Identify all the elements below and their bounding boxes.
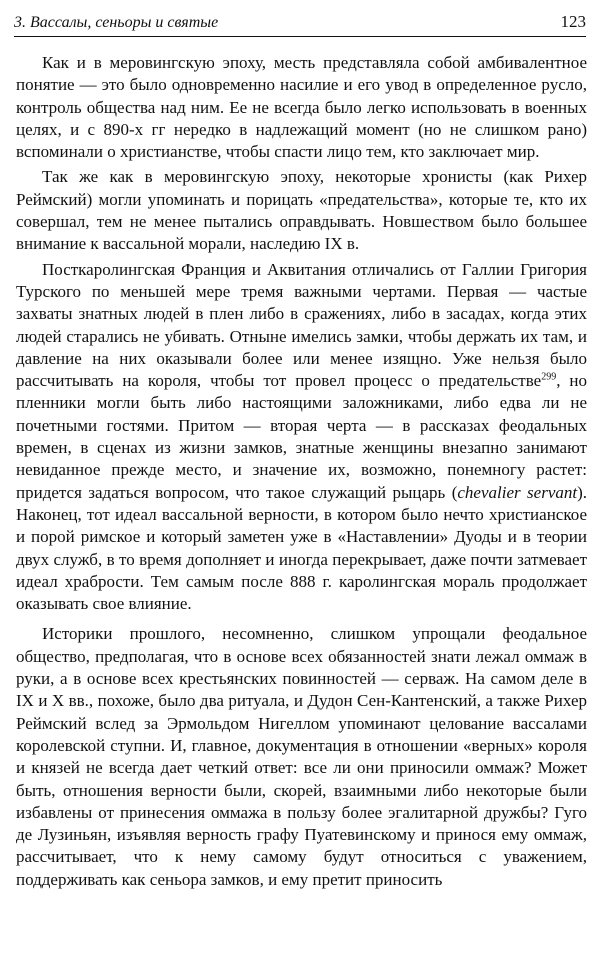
- paragraph-3-part-c: ). Наконец, тот идеал вассальной верности, в котором было нечто христианское и порой римское и который заметен уже в «Наставлении» Дуоды и в теории двух служб, в то время дополняет и иногда перекрывает, даже почти затмевает идеал храбрости. Тем самым после 888 г. каролингская мораль продолжает оказывать свое влияние.: [16, 482, 588, 614]
- paragraph-2: Так же как в меровингскую эпоху, некоторые хронисты (как Рихер Реймский) могли упоминать и порицать «предательства», которые те, кто их совершал, тем не менее пытались оправдывать. Новшеством было большее внимание к вассальной морали, наследию IX в.: [16, 167, 587, 254]
- paragraph-3-part-b: , но пленники могли быть либо настоящими заложниками, либо едва ли не почетными гостями. Притом — вторая черта — в рассказах феодальных времен, в сценах из жизни замков, знатные женщины внезапно занимают невиданное прежде место, и значение их, возможно, понемногу растет: придется задаться вопросом, что такое служащий рыцарь (: [16, 371, 587, 502]
- paragraph-3-part-a: Посткаролингская Франция и Аквитания отличались от Галлии Григория Турского по меньшей мере тремя важными чертами. Первая — частые захваты знатных людей в плен либо в сражениях, либо в засадах, когда этих людей старались не убивать. Отныне имелись замки, чтобы держать их там, и давление на них оказывали более или менее изящно. Уже нельзя было рассчитывать на короля, чтобы тот провел процесс о предательстве: [16, 259, 587, 391]
- footnote-marker: 299: [541, 371, 557, 383]
- paragraph-1: Как и в меровингскую эпоху, месть представляла собой амбивалентное понятие — это было одновременно насилие и его увод в определенное русло, контроль общества над ним. Ее не всегда было легко использовать в военных целях, и с 890-х гг нередко в надлежащий момент (но не слишком рано) вспоминали о христианстве, чтобы спасти лицо тем, кто заключает мир.: [16, 53, 587, 162]
- page-body: [16, 52, 587, 891]
- paragraph-3: [16, 259, 587, 616]
- italic-term: chevalier servant: [457, 482, 578, 502]
- paragraph-4: Историки прошлого, несомненно, слишком упрощали феодальное общество, предполагая, что в основе всех обязанностей знати лежал оммаж в руки, а в основе всех крестьянских повинностей — серваж. На самом деле в IX и X вв., похоже, было два ритуала, и Дудон Сен-Кантенский, а также Рихер Реймский вслед за Эрмольдом Нигеллом упоминают целование вассалами королевской ступни. И, главное, документация в отношении «верных» короля и князей не всегда дает четкий ответ: все ли они приносили оммаж? Может быть, отношения верности были, скорей, взаимными либо некоторые были избавлены от принесения оммажа в пользу более эгалитарной дружбы? Гуго де Лузиньян, изъявляя верность графу Пуатевинскому и принося ему оммаж, рассчитывает, что к нему самому будут относиться с уважением, поддерживать как сеньора замков, и ему претит приносить: [16, 624, 587, 889]
- page-number: 123: [560, 12, 586, 31]
- chapter-title: 3. Вассалы, сеньоры и святые: [14, 14, 219, 31]
- running-header: [14, 6, 586, 37]
